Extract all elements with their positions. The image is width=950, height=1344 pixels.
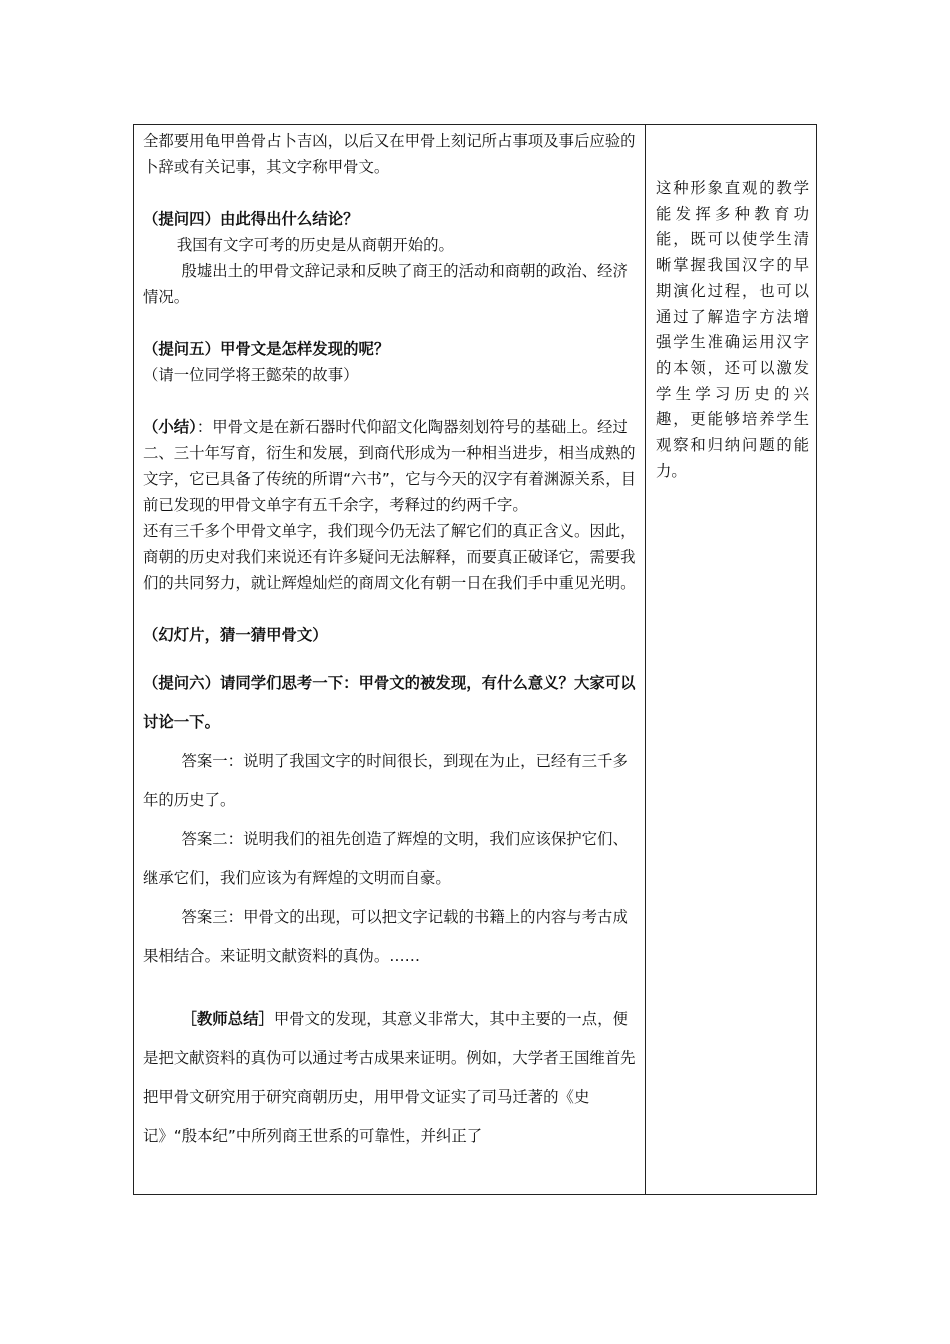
summary-text: ：甲骨文是在新石器时代仰韶文化陶器刻划符号的基础上。经过二、三十年写育，衍生和发展，到商代形成为一种相当进步，相当成熟的文字，它已具备了传统的所谓“六书”，它与今天的汉字有着渊源关系，目前已发现的甲骨文单字有五千余字，考释过的约两千字。 <box>143 418 637 514</box>
spacer <box>143 388 637 414</box>
spacer <box>143 180 637 206</box>
teacher-summary <box>143 1000 637 1156</box>
spacer <box>143 648 637 664</box>
teacher-summary-text: 甲骨文的发现，其意义非常大，其中主要的一点，便是把文献资料的真伪可以通过考古成果来证明。例如，大学者王国维首先把甲骨文研究用于研究商朝历史，用甲骨文证实了司马迁著的《史记》“殷本纪”中所列商王世系的可靠性，并纠正了 <box>143 1010 636 1145</box>
slide-note: （幻灯片，猜一猜甲骨文） <box>143 626 328 644</box>
teacher-summary-label: ［教师总结］ <box>181 1010 274 1028</box>
answer-3: 答案三：甲骨文的出现，可以把文字记载的书籍上的内容与考古成果相结合。来证明文献资料的真伪。…… <box>143 908 628 965</box>
spacer <box>143 310 637 336</box>
spacer <box>143 976 637 1000</box>
question-4-heading: （提问四）由此得出什么结论？ <box>143 210 359 228</box>
answer-1: 答案一：说明了我国文字的时间很长，到现在为止，已经有三千多年的历史了。 <box>143 752 628 809</box>
question-5-note: （请一位同学将王懿荣的故事） <box>143 366 359 384</box>
lesson-table <box>133 124 817 1195</box>
summary-continuation: 还有三千多个甲骨文单字，我们现今仍无法了解它们的真正含义。因此，商朝的历史对我们来说还有许多疑问无法解释，而要真正破译它，需要我们的共同努力，就让辉煌灿烂的商周文化有朝一日在我们手中重见光明。 <box>143 522 636 592</box>
question-4-line-1: 我国有文字可考的历史是从商朝开始的。 <box>176 236 454 254</box>
summary-label: （小结） <box>143 418 197 436</box>
question-5-heading: （提问五）甲骨文是怎样发现的呢？ <box>143 340 390 358</box>
question-6-heading: （提问六）请同学们思考一下：甲骨文的被发现，有什么意义？大家可以讨论一下。 <box>143 674 636 731</box>
question-4-line-2: 殷墟出土的甲骨文辞记录和反映了商王的活动和商朝的政治、经济情况。 <box>143 262 628 306</box>
answer-2: 答案二：说明我们的祖先创造了辉煌的文明，我们应该保护它们、继承它们，我们应该为有辉煌的文明而自豪。 <box>143 830 628 887</box>
paragraph-oracle-bones: 全都要用龟甲兽骨占卜吉凶，以后又在甲骨上刻记所占事项及事后应验的卜辞或有关记事，其文字称甲骨文。 <box>143 132 636 176</box>
design-note: 这种形象直观的教学能发挥多种教育功能，既可以使学生清晰掌握我国汉字的早期演化过程，也可以通过了解造字方法增强学生准确运用汉字的本领，还可以激发学生学习历史的兴趣，更能够培养学生观察和归纳问题的能力。 <box>656 179 809 480</box>
summary-paragraph <box>143 414 637 518</box>
design-note-column <box>646 125 817 1194</box>
lesson-content-column <box>134 125 645 1194</box>
spacer <box>143 596 637 622</box>
